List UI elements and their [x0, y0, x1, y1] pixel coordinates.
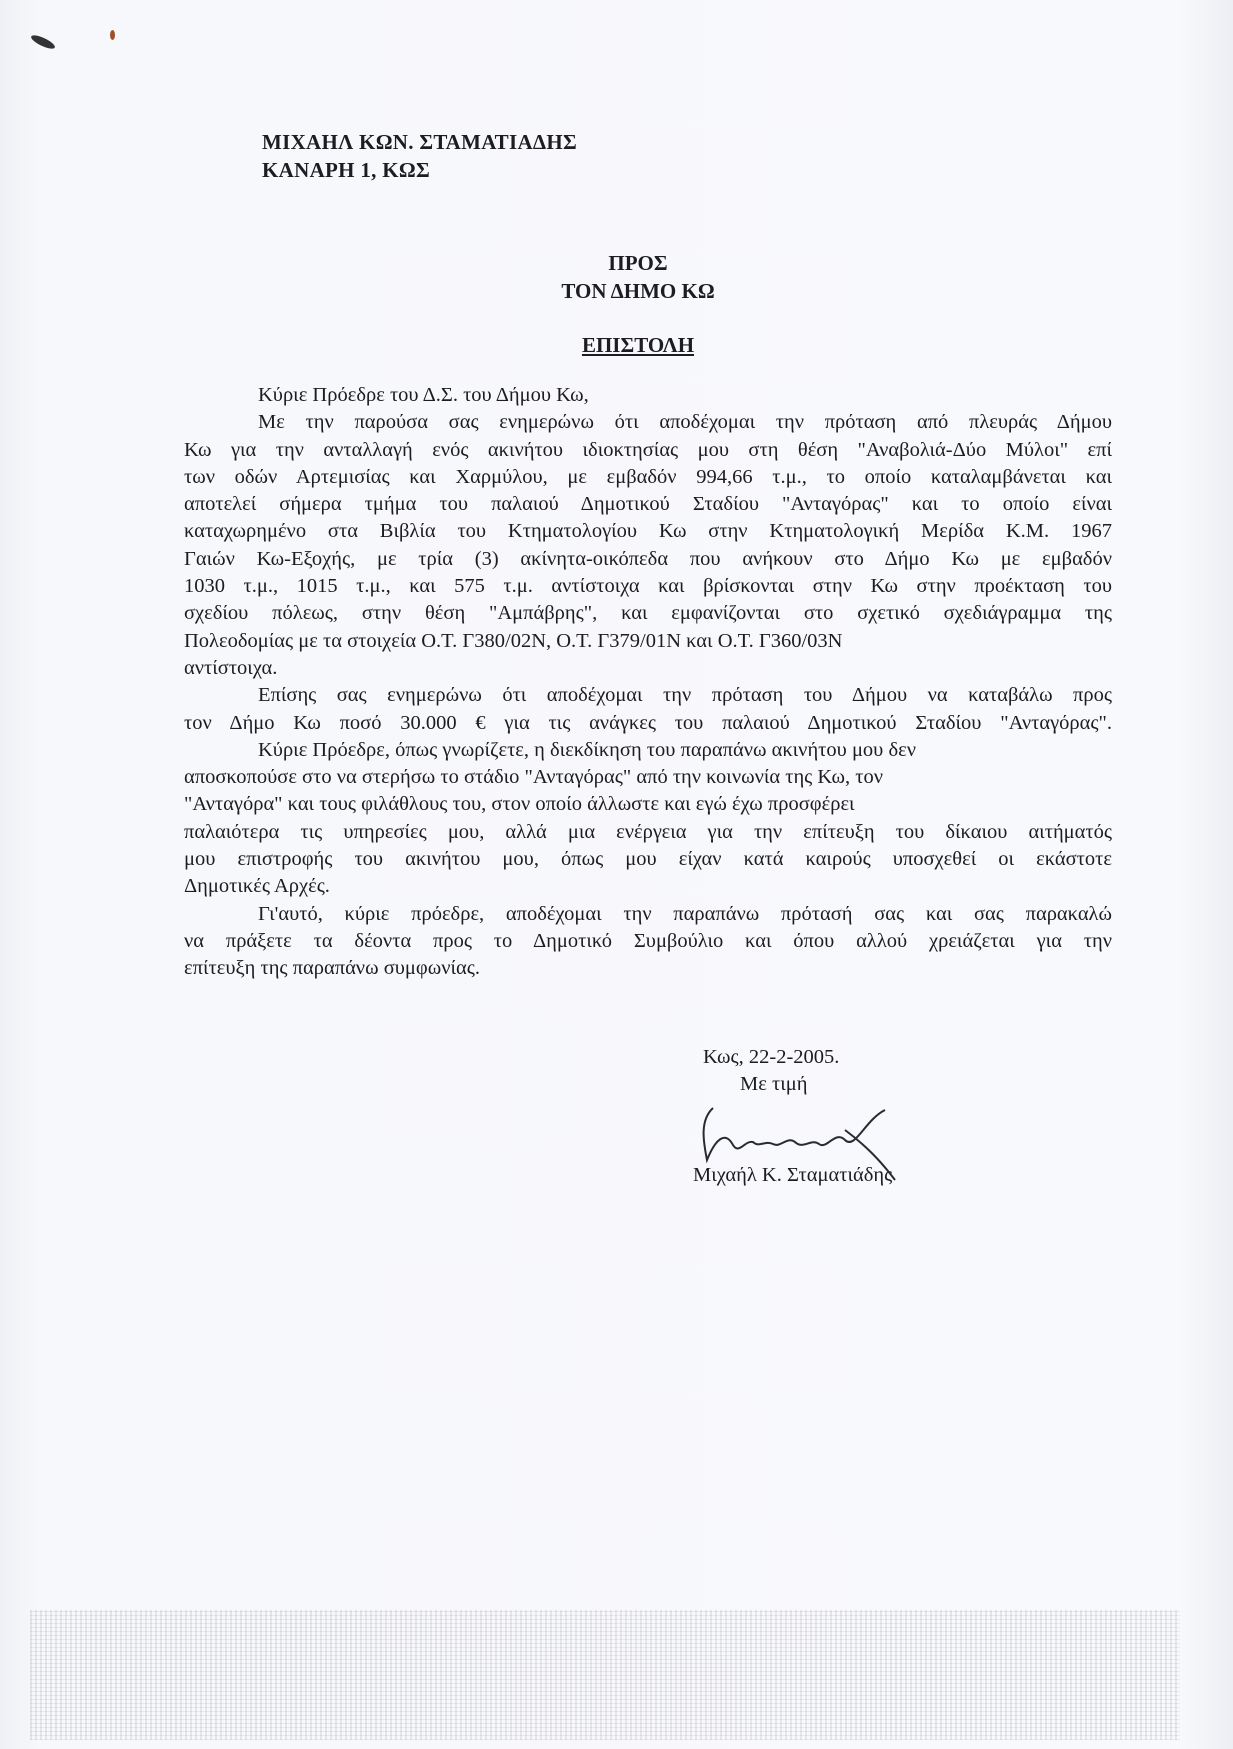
body-line: να πράξετε τα δέοντα προς το Δημοτικό Συμβούλιο και όπου αλλού χρειάζεται για την	[184, 929, 1112, 952]
signatory-name: Μιχαήλ Κ. Σταματιάδης	[693, 1164, 893, 1186]
body-line: Επίσης σας ενημερώνω ότι αποδέχομαι την πρόταση του Δήμου να καταβάλω προς	[258, 684, 1112, 707]
recipient-line-2: ΤΟΝ ΔΗΜΟ ΚΩ	[561, 279, 715, 303]
body-line: Κω για την ανταλλαγή ενός ακινήτου ιδιοκτησίας μου στη θέση "Αναβολιά-Δύο Μύλοι" επί	[184, 438, 1112, 461]
body-line: μου επιστροφής του ακινήτου μου, όπως μου είχαν κατά καιρούς υποσχεθεί οι εκάστοτε	[184, 848, 1112, 871]
sender-address: ΚΑΝΑΡΗ 1, ΚΩΣ	[262, 158, 431, 182]
body-line: Με την παρούσα σας ενημερώνω ότι αποδέχομαι την πρόταση από πλευράς Δήμου	[258, 411, 1112, 434]
letter-title: ΕΠΙΣΤΟΛΗ	[581, 333, 695, 357]
body-line: αποσκοπούσε στο να στερήσω το στάδιο "Ανταγόρας" από την κοινωνία της Κω, τον	[184, 766, 883, 789]
body-line: αποτελεί σήμερα τμήμα του παλαιού Δημοτικού Σταδίου "Ανταγόρας" και το οποίο είναι	[184, 493, 1112, 516]
body-line: Γι'αυτό, κύριε πρόεδρε, αποδέχομαι την παραπάνω πρότασή σας και σας παρακαλώ	[258, 902, 1112, 925]
body-line: Δημοτικές Αρχές.	[184, 875, 330, 898]
body-line: Κύριε Πρόεδρε του Δ.Σ. του Δήμου Κω,	[258, 384, 589, 406]
scan-noise-band	[30, 1610, 1180, 1740]
body-line: 1030 τ.μ., 1015 τ.μ., και 575 τ.μ. αντίστοιχα και βρίσκονται στην Κω στην προέκταση του	[184, 575, 1112, 598]
body-line: καταχωρημένο στα Βιβλία του Κτηματολογίου Κω στην Κτηματολογική Μερίδα Κ.Μ. 1967	[184, 520, 1112, 543]
body-line: παλαιότερα τις υπηρεσίες μου, αλλά μια ενέργεια για την επίτευξη του δίκαιου αιτήματός	[184, 820, 1112, 843]
body-line: Πολεοδομίας με τα στοιχεία Ο.Τ. Γ380/02Ν, Ο.Τ. Γ379/01Ν και Ο.Τ. Γ360/03Ν	[184, 629, 843, 652]
scan-speck	[110, 30, 115, 40]
body-line: αντίστοιχα.	[184, 656, 278, 679]
body-line: των οδών Αρτεμισίας και Χαρμύλου, με εμβαδόν 994,66 τ.μ., το οποίο καταλαμβάνεται και	[184, 465, 1112, 488]
body-line: Κύριε Πρόεδρε, όπως γνωρίζετε, η διεκδίκηση του παραπάνω ακινήτου μου δεν	[258, 738, 916, 761]
salutation: Με τιμή	[740, 1073, 808, 1095]
title-wrap	[0, 333, 1233, 358]
body-line: "Ανταγόρα" και τους φιλάθλους του, στον οποίο άλλωστε και εγώ έχω προσφέρει	[184, 793, 855, 816]
body-line: τον Δήμο Κω ποσό 30.000 € για τις ανάγκες του παλαιού Δημοτικού Σταδίου "Ανταγόρας".	[184, 711, 1112, 734]
scan-speck	[30, 33, 57, 51]
recipient-line-1: ΠΡΟΣ	[608, 251, 668, 275]
body-line: σχεδίου πόλεως, στην θέση "Αμπάβρης", και εμφανίζονται στο σχετικό σχεδιάγραμμα της	[184, 602, 1112, 625]
sender-name: ΜΙΧΑΗΛ ΚΩΝ. ΣΤΑΜΑΤΙΑΔΗΣ	[262, 130, 578, 154]
letter-body	[184, 382, 1112, 983]
body-line: Γαιών Κω-Εξοχής, με τρία (3) ακίνητα-οικόπεδα που ανήκουν στο Δήμο Κω με εμβαδόν	[184, 547, 1112, 570]
body-line: επίτευξη της παραπάνω συμφωνίας.	[184, 957, 480, 980]
place-date: Κως, 22-2-2005.	[703, 1046, 840, 1068]
